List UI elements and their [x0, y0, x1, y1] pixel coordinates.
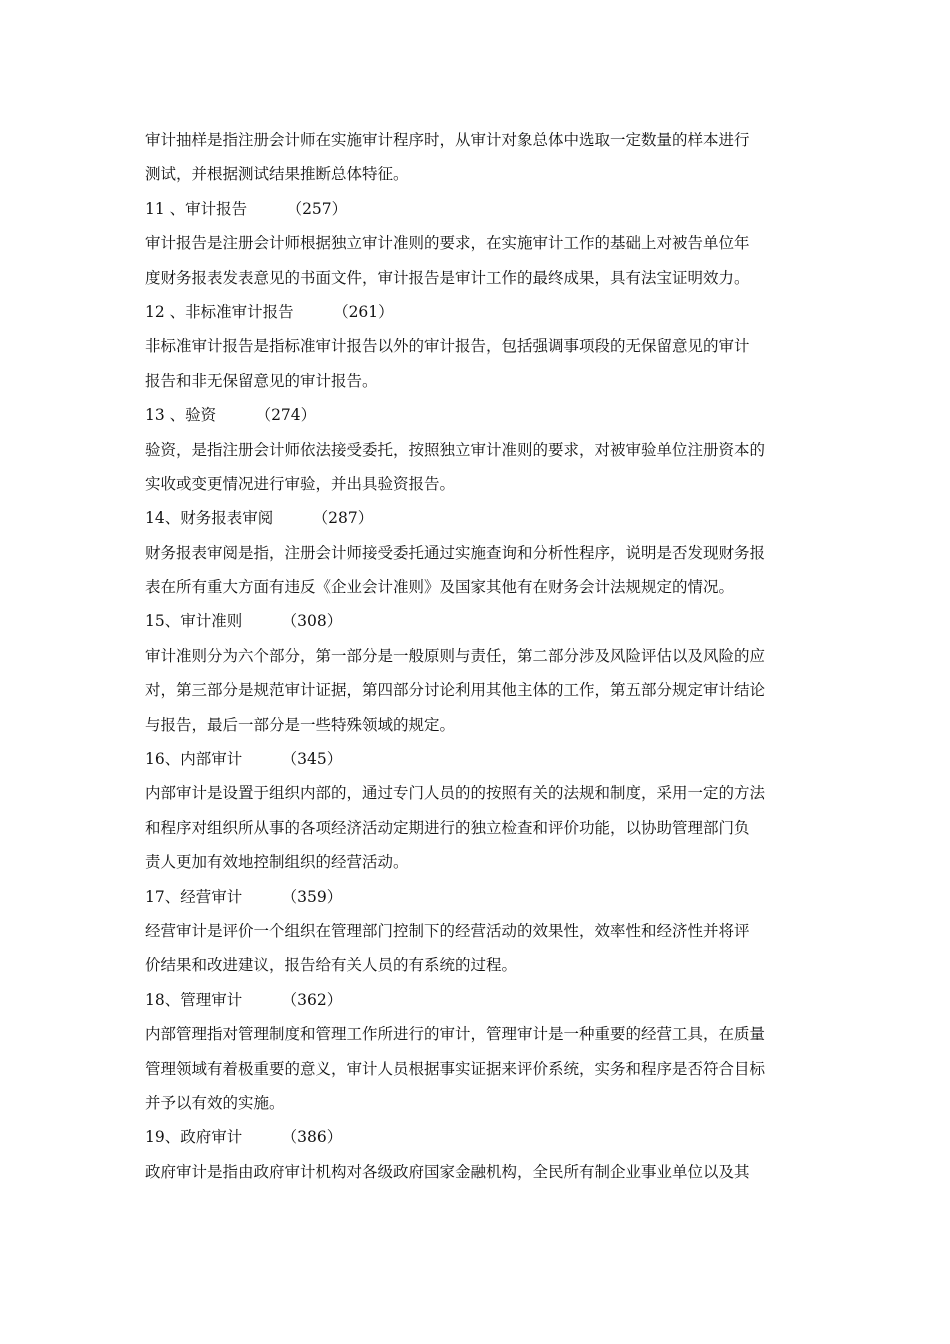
paragraph [145, 1155, 811, 1189]
paragraph-line: 对，第三部分是规范审计证据，第四部分讨论利用其他主体的工作，第五部分规定审计结论 [145, 681, 766, 700]
paragraph-line: 财务报表审阅是指，注册会计师接受委托通过实施查询和分析性程序，说明是否发现财务报 [145, 543, 766, 562]
paragraph-line: 经营审计是评价一个组织在管理部门控制下的经营活动的效果性，效率性和经济性并将评 [145, 921, 750, 940]
paragraph [145, 123, 811, 192]
section-heading: 18、管理审计 （362） [145, 990, 343, 1009]
paragraph [145, 914, 811, 983]
paragraph-line: 审计准则分为六个部分，第一部分是一般原则与责任，第二部分涉及风险评估以及风险的应 [145, 646, 766, 665]
paragraph-line: 责人更加有效地控制组织的经营活动。 [145, 853, 409, 872]
paragraph-line: 与报告，最后一部分是一些特殊领域的规定。 [145, 715, 456, 734]
paragraph-line: 验资，是指注册会计师依法接受委托，按照独立审计准则的要求，对被审验单位注册资本的 [145, 440, 766, 459]
paragraph [145, 536, 811, 605]
paragraph-line: 度财务报表发表意见的书面文件，审计报告是审计工作的最终成果，具有法宝证明效力。 [145, 268, 750, 287]
paragraph-line: 审计报告是注册会计师根据独立审计准则的要求，在实施审计工作的基础上对被告单位年 [145, 234, 750, 253]
section-heading: 17、经营审计 （359） [145, 887, 343, 906]
paragraph [145, 776, 811, 879]
paragraph-line: 报告和非无保留意见的审计报告。 [145, 371, 378, 390]
paragraph [145, 1017, 811, 1120]
paragraph-line: 测试，并根据测试结果推断总体特征。 [145, 165, 409, 184]
section-heading: 15、审计准则 （308） [145, 612, 343, 631]
paragraph-line: 管理领域有着极重要的意义，审计人员根据事实证据来评价系统，实务和程序是否符合目标 [145, 1059, 766, 1078]
paragraph-line: 政府审计是指由政府审计机构对各级政府国家金融机构，全民所有制企业事业单位以及其 [145, 1162, 750, 1181]
section-heading: 19、政府审计 （386） [145, 1128, 343, 1147]
section-heading: 12 、非标准审计报告 （261） [145, 302, 394, 321]
section-heading: 14、财务报表审阅 （287） [145, 509, 374, 528]
document-page [145, 123, 811, 1189]
paragraph-line: 实收或变更情况进行审验，并出具验资报告。 [145, 474, 456, 493]
section-heading: 13 、验资 （274） [145, 406, 317, 425]
paragraph [145, 226, 811, 295]
paragraph-line: 表在所有重大方面有违反《企业会计准则》及国家其他有在财务会计法规规定的情况。 [145, 578, 735, 597]
paragraph [145, 639, 811, 742]
paragraph-line: 审计抽样是指注册会计师在实施审计程序时，从审计对象总体中选取一定数量的样本进行 [145, 131, 750, 149]
paragraph-line: 和程序对组织所从事的各项经济活动定期进行的独立检查和评价功能，以协助管理部门负 [145, 818, 750, 837]
section-heading: 16、内部审计 （345） [145, 750, 343, 769]
paragraph-line: 并予以有效的实施。 [145, 1093, 285, 1112]
paragraph [145, 433, 811, 502]
paragraph-line: 内部管理指对管理制度和管理工作所进行的审计，管理审计是一种重要的经营工具，在质量 [145, 1025, 766, 1044]
paragraph-line: 非标准审计报告是指标准审计报告以外的审计报告，包括强调事项段的无保留意见的审计 [145, 337, 750, 356]
section-heading: 11 、审计报告 （257） [145, 199, 348, 218]
paragraph-line: 价结果和改进建议，报告给有关人员的有系统的过程。 [145, 956, 518, 975]
paragraph-line: 内部审计是设置于组织内部的，通过专门人员的的按照有关的法规和制度，采用一定的方法 [145, 784, 766, 803]
paragraph [145, 329, 811, 398]
